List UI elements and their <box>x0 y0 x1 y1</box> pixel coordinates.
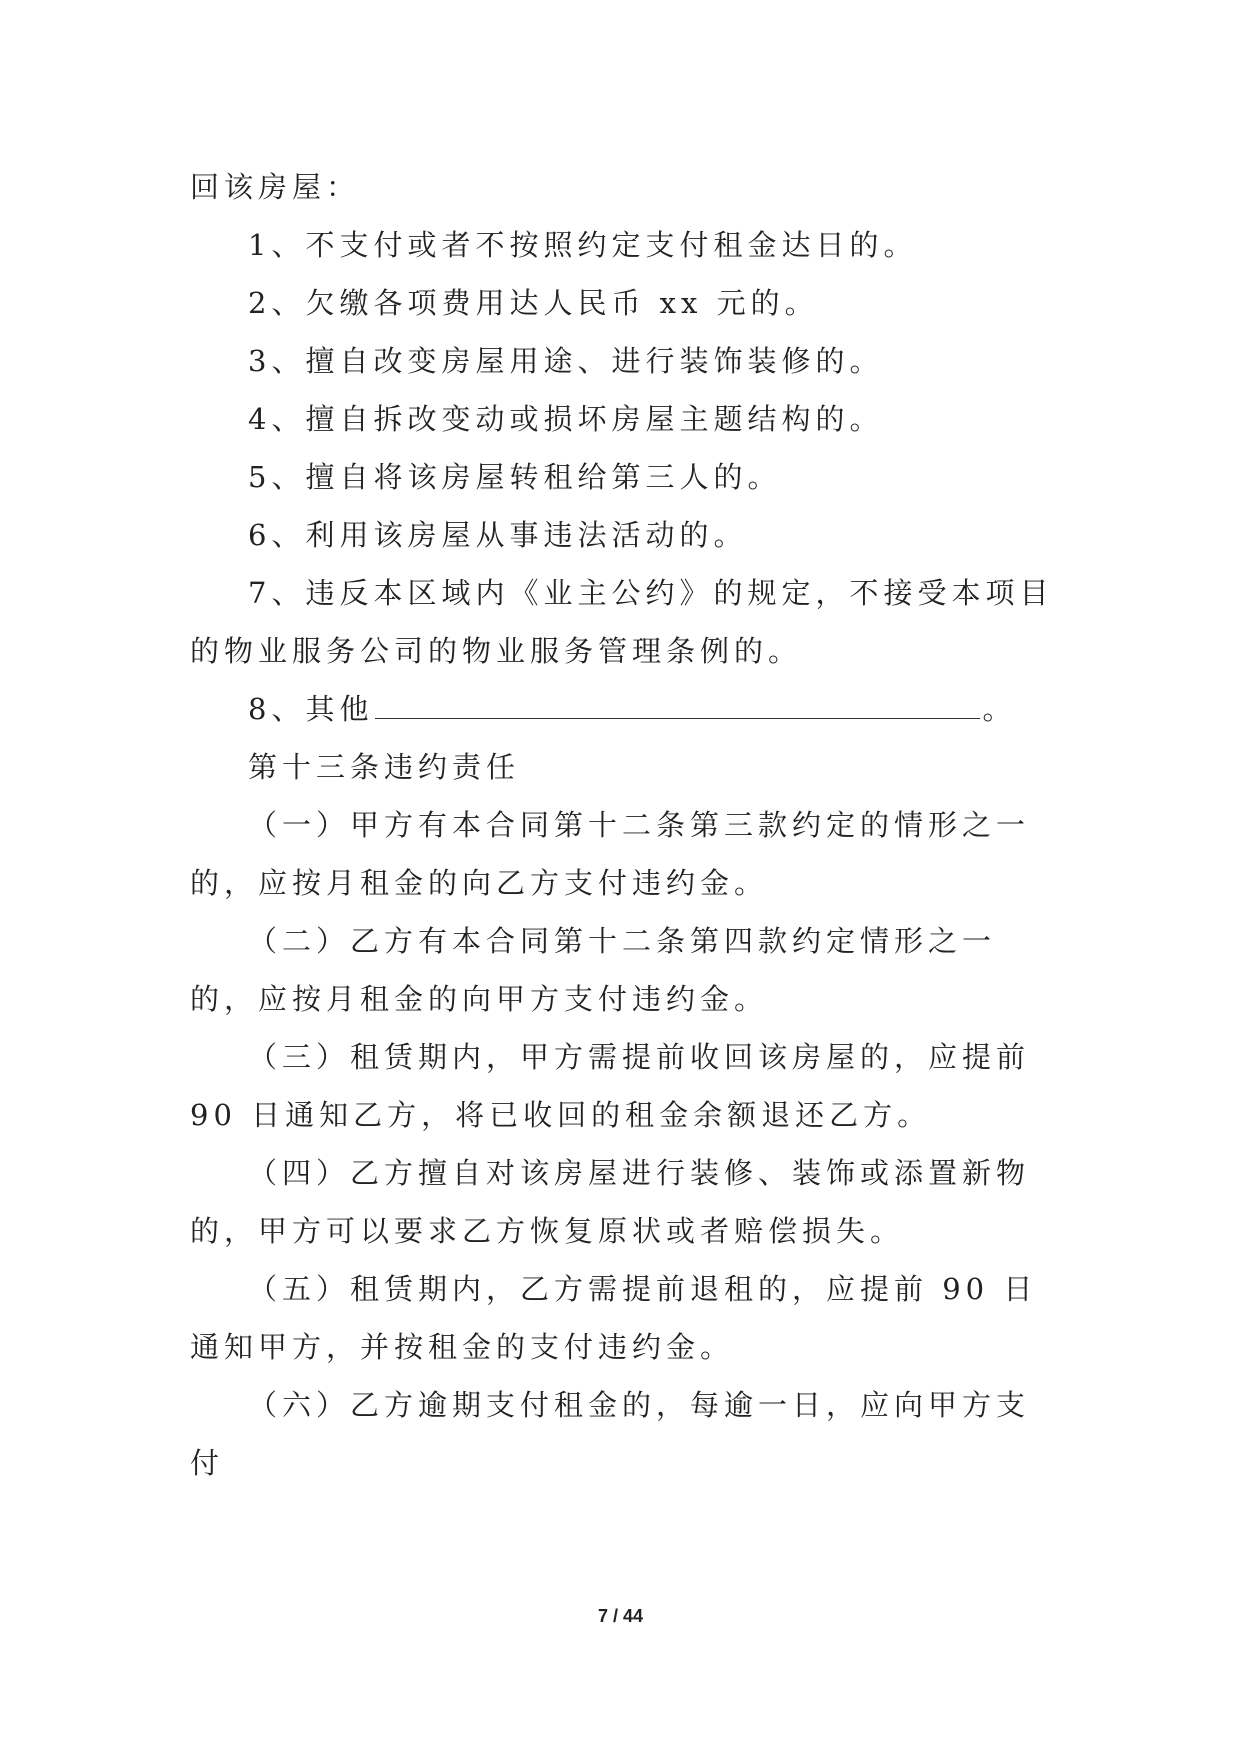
list-item-8-suffix: 。 <box>982 692 1017 726</box>
list-item-8 <box>190 680 1060 738</box>
clause-6: （六）乙方逾期支付租金的，每逾一日，应向甲方支付 <box>190 1388 1031 1480</box>
list-item-8-prefix: 8、其他 <box>248 692 374 726</box>
clause-5: （五）租赁期内，乙方需提前退租的，应提前 90 日通知甲方，并按租金的支付违约金。 <box>190 1272 1038 1364</box>
fill-in-blank-line[interactable] <box>375 682 980 719</box>
list-item-2: 2、欠缴各项费用达人民币 xx 元的。 <box>248 286 819 320</box>
section-heading: 第十三条违约责任 <box>248 750 521 784</box>
document-body <box>190 158 1060 1492</box>
clause-1: （一）甲方有本合同第十二条第三款约定的情形之一的，应按月租金的向乙方支付违约金。 <box>190 808 1031 900</box>
list-item-7: 7、违反本区域内《业主公约》的规定，不接受本项目的物业服务公司的物业服务管理条例的。 <box>190 576 1054 668</box>
paragraph-1: 回该房屋： <box>190 170 361 204</box>
page-number: 7 / 44 <box>597 1606 644 1626</box>
list-item-3: 3、擅自改变房屋用途、进行装饰装修的。 <box>248 344 884 378</box>
list-item-1: 1、不支付或者不按照约定支付租金达日的。 <box>248 228 918 262</box>
clause-2: （二）乙方有本合同第十二条第四款约定情形之一的，应按月租金的向甲方支付违约金。 <box>190 924 997 1016</box>
list-item-5: 5、擅自将该房屋转租给第三人的。 <box>248 460 782 494</box>
list-item-4: 4、擅自拆改变动或损坏房屋主题结构的。 <box>248 402 884 436</box>
clause-3: （三）租赁期内，甲方需提前收回该房屋的，应提前 90 日通知乙方，将已收回的租金余额退还乙方。 <box>190 1040 1045 1132</box>
list-item-6: 6、利用该房屋从事违法活动的。 <box>248 518 748 552</box>
clause-4: （四）乙方擅自对该房屋进行装修、装饰或添置新物的，甲方可以要求乙方恢复原状或者赔偿损失。 <box>190 1156 1031 1248</box>
